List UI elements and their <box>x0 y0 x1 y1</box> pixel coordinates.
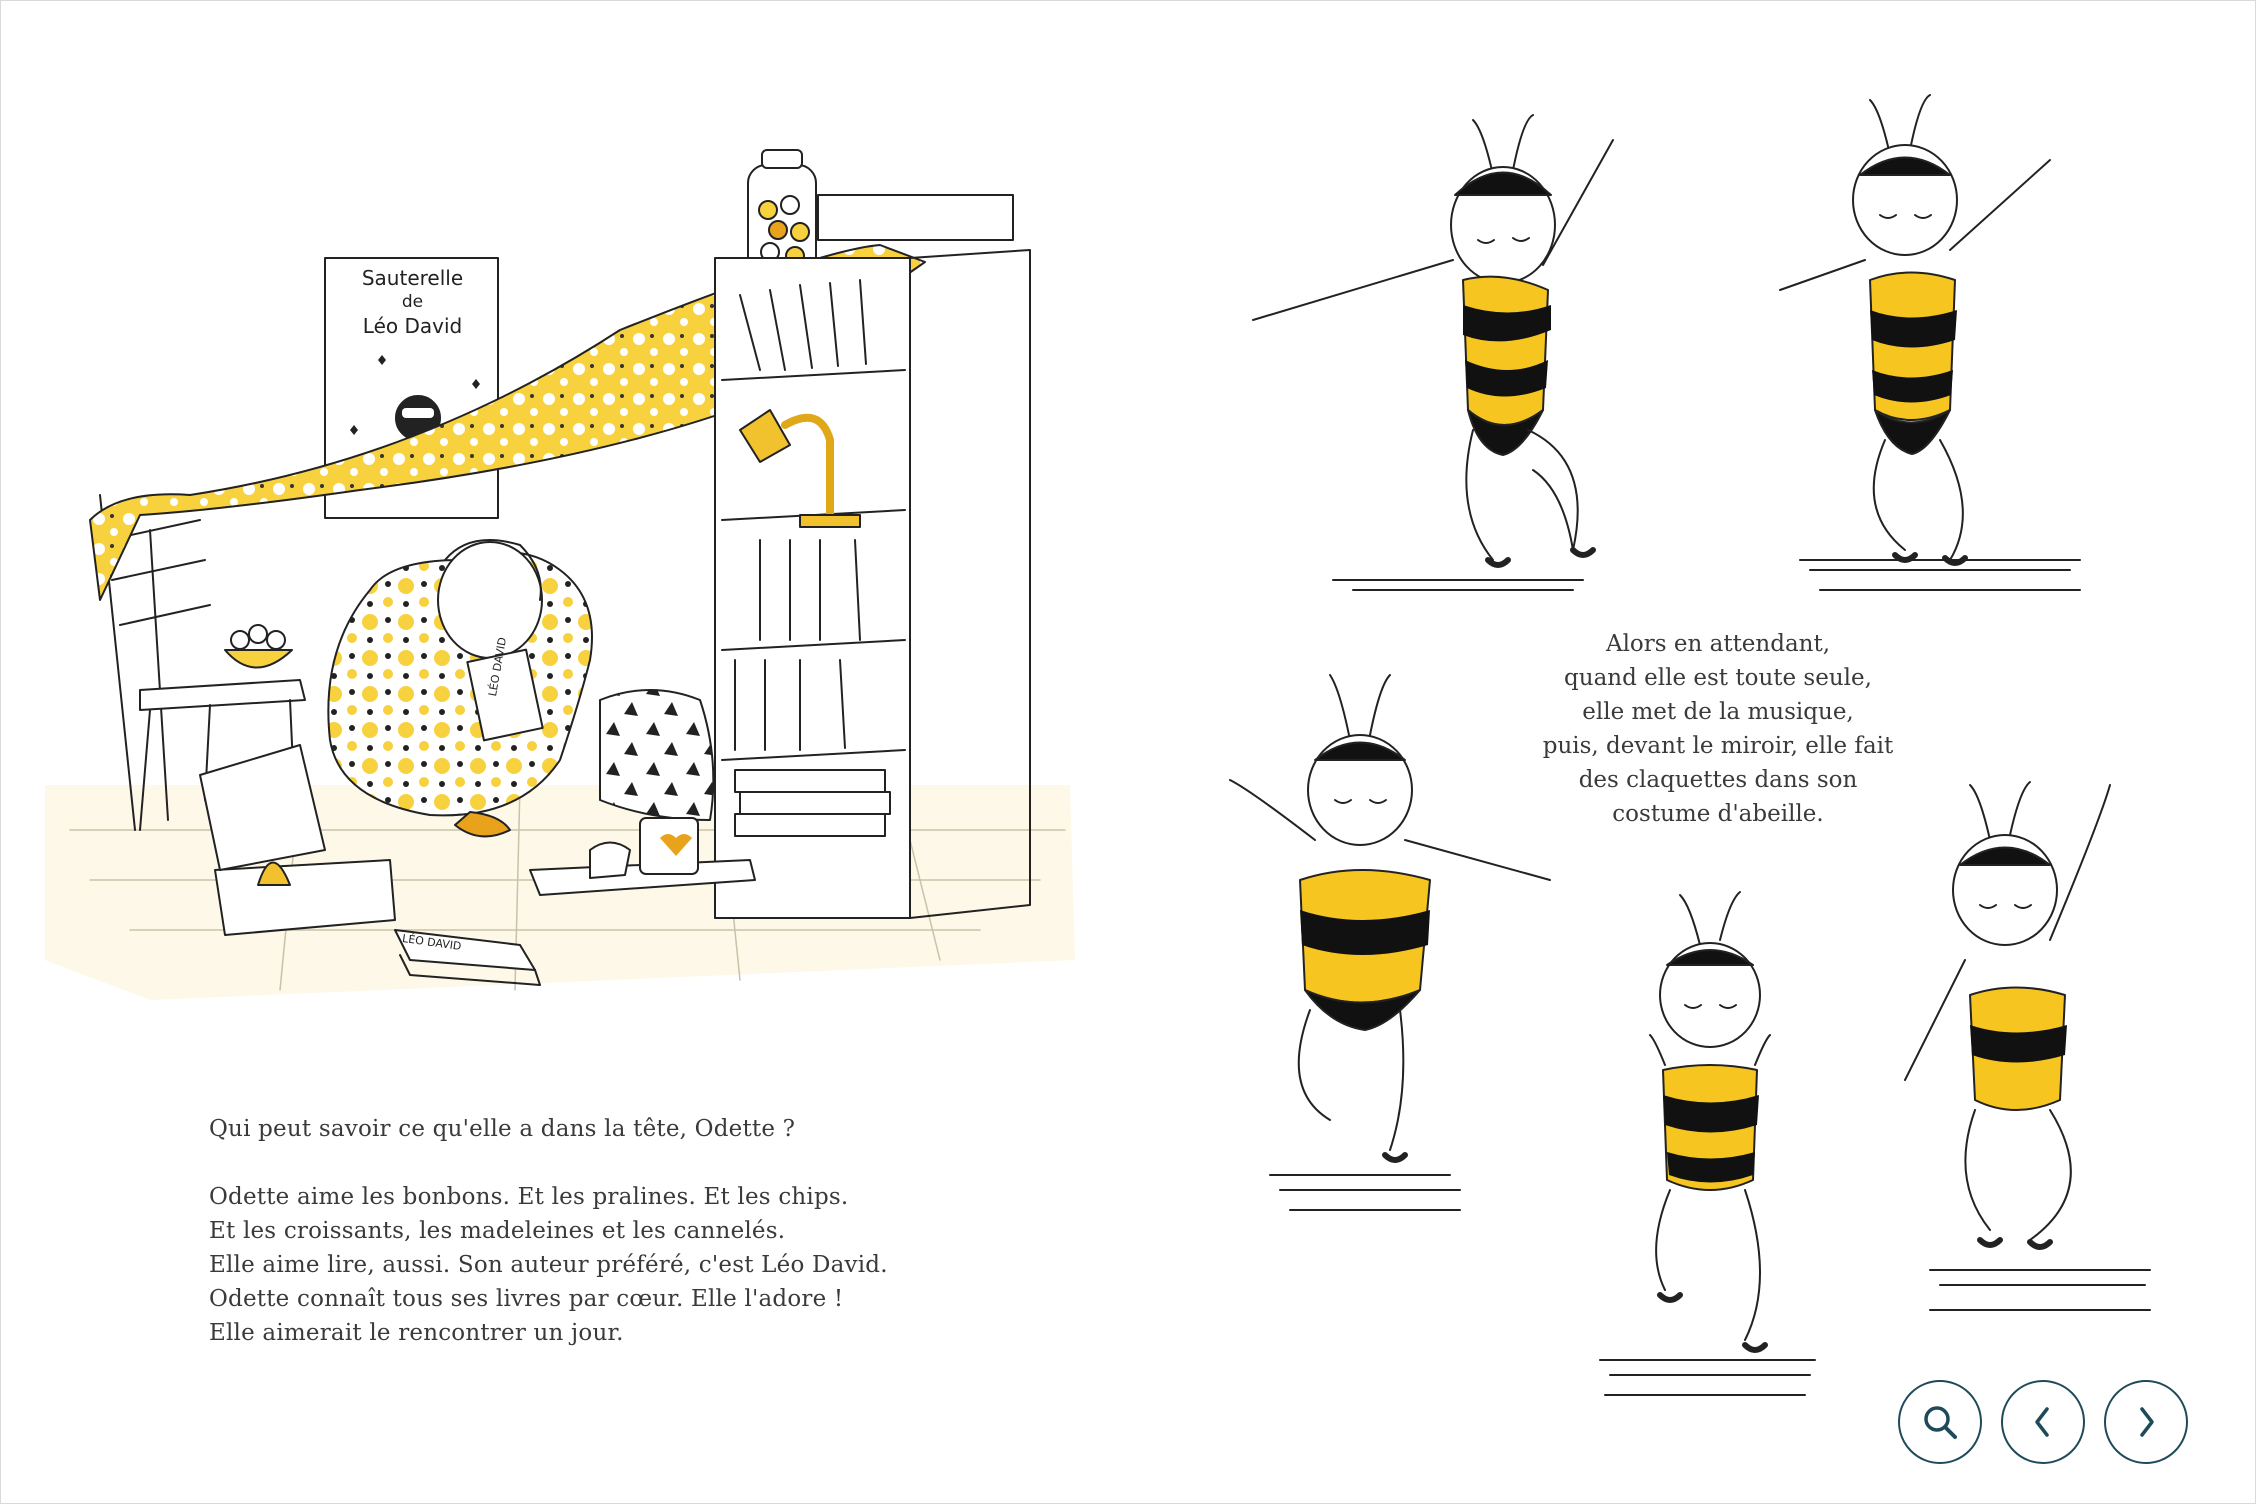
previous-page-button[interactable] <box>2001 1380 2085 1464</box>
bee-dancer-4 <box>1600 892 1815 1395</box>
story-line: Et les croissants, les madeleines et les cannelés. <box>209 1218 786 1244</box>
next-page-button[interactable] <box>2104 1380 2188 1464</box>
story-lead: Qui peut savoir ce qu'elle a dans la tête, Odette ? <box>209 1116 796 1142</box>
chevron-right-icon <box>2131 1404 2161 1440</box>
viewer-controls <box>1898 1380 2188 1464</box>
magnifier-icon <box>1920 1402 1960 1442</box>
right-page-text <box>1500 627 1936 831</box>
story-line: elle met de la musique, <box>1582 699 1854 725</box>
story-line: Alors en attendant, <box>1605 631 1831 657</box>
story-line: puis, devant le miroir, elle fait <box>1542 733 1894 759</box>
story-line: costume d'abeille. <box>1612 801 1824 827</box>
story-line: Elle aimerait le rencontrer un jour. <box>209 1320 624 1346</box>
book-spine-label: LÉO DAVID <box>486 636 510 698</box>
bee-dancer-5 <box>1905 782 2150 1310</box>
story-line: Elle aime lire, aussi. Son auteur préféré, c'est Léo David. <box>209 1252 888 1278</box>
story-line: quand elle est toute seule, <box>1564 665 1872 691</box>
reading-scene <box>45 150 1075 1000</box>
left-page-text <box>209 1112 969 1350</box>
bee-dancer-1 <box>1253 115 1613 590</box>
story-line: des claquettes dans son <box>1578 767 1858 793</box>
poster-text <box>330 266 495 338</box>
story-line: Odette aime les bonbons. Et les pralines. Et les chips. <box>209 1184 849 1210</box>
book-cover-label: LÉO DAVID <box>401 931 463 954</box>
zoom-button[interactable] <box>1898 1380 1982 1464</box>
poster-de: de <box>401 292 424 312</box>
story-paragraph <box>209 1180 969 1350</box>
poster-author: Léo David <box>362 314 463 338</box>
story-line: Odette connaît tous ses livres par cœur. Elle l'adore ! <box>209 1286 844 1312</box>
poster-title: Sauterelle <box>361 266 464 290</box>
bee-dancer-2 <box>1780 95 2080 590</box>
chevron-left-icon <box>2028 1404 2058 1440</box>
